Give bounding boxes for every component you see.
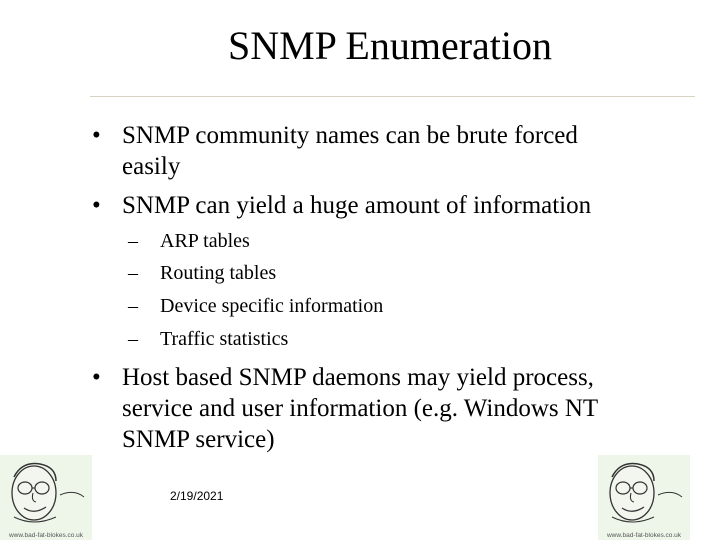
bullet-mark: • [92,192,101,219]
bullet-3 [92,362,692,458]
bullet-mark: • [92,364,101,391]
bullet-mark: • [92,122,101,149]
sub-bullet-text: Device specific information [160,295,384,317]
svg-text:www.bad-fat-blokes.co.uk: www.bad-fat-blokes.co.uk [8,532,84,539]
bullet-1 [92,120,692,184]
sub-bullet-text: ARP tables [160,230,250,252]
title-rule [90,96,695,97]
sub-bullet-mark: – [128,230,138,252]
bullet-text: SNMP can yield a huge amount of information [122,192,592,219]
sub-bullet-text: Traffic statistics [160,328,289,350]
sub-bullet-mark: – [128,295,138,317]
logo-text-right [606,532,682,539]
bullet-2 [92,190,692,222]
sub-bullet-mark: – [128,328,138,350]
bullet-text: Host based SNMP daemons may yield process, service and user information (e.g. Windows NT SNMP service) [122,364,599,453]
caricature-logo-left [0,455,92,540]
caricature-logo-right [598,455,690,540]
bullet-text: SNMP community names can be brute forced easily [122,122,578,180]
sub-bullet-mark: – [128,262,138,284]
slide-title: SNMP Enumeration [227,23,553,68]
svg-text:www.bad-fat-blokes.co.uk: www.bad-fat-blokes.co.uk [606,532,682,539]
sub-bullet-text: Routing tables [160,262,277,284]
footer-date: 2/19/2021 [170,489,224,503]
logo-text-left [8,532,84,539]
